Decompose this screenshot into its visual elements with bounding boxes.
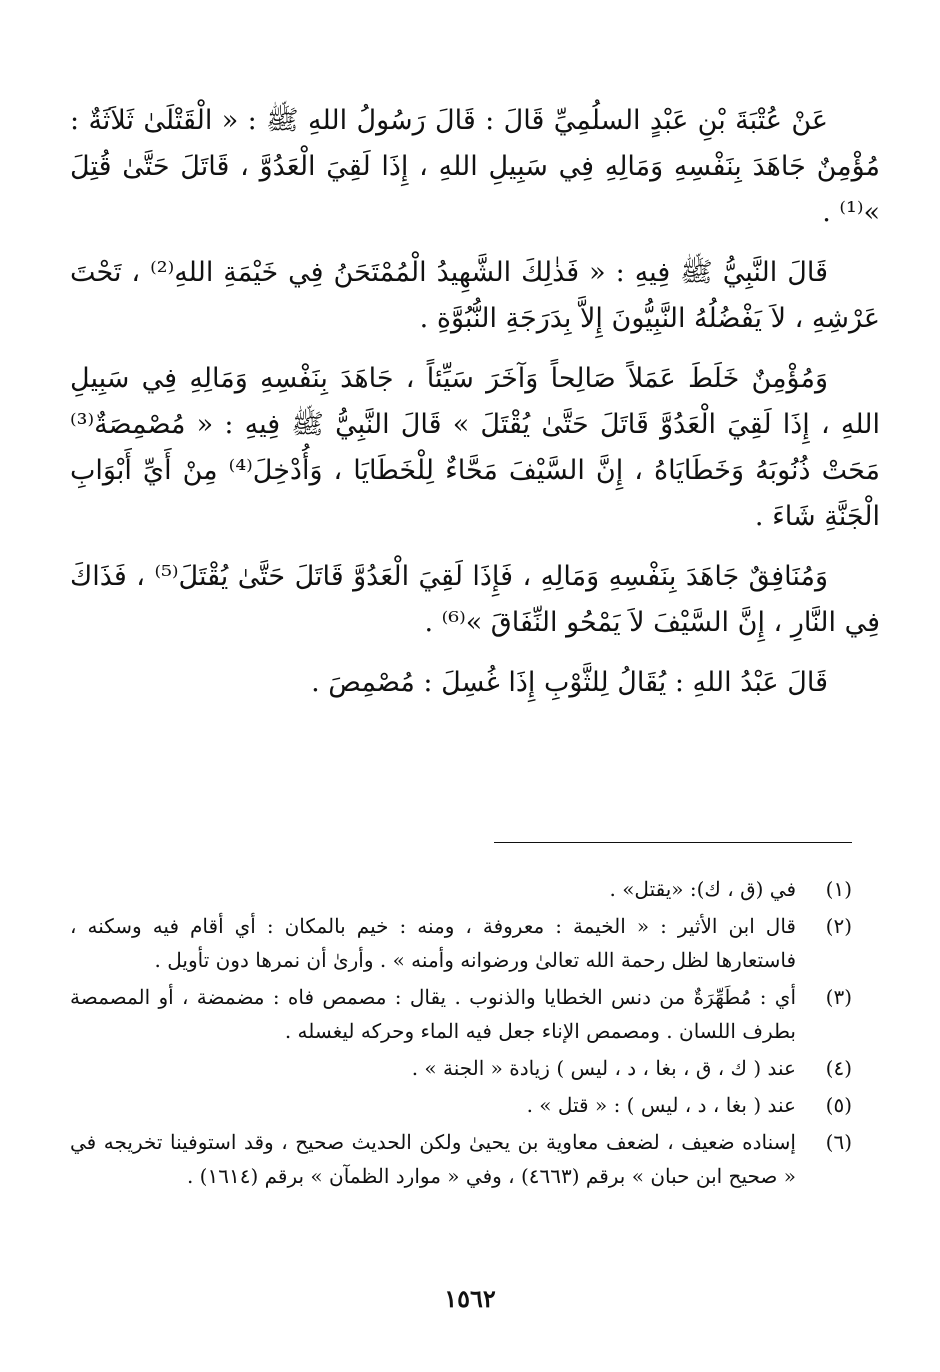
footnote-number: (٦) xyxy=(825,1130,852,1154)
hadith-paragraph-5: قَالَ عَبْدُ اللهِ : يُقَالُ لِلثَّوْبِ إِذَا غُسِلَ : مُصْمِصَ . xyxy=(311,667,828,698)
hadith-paragraph-2: قَالَ النَّبِيُّ ﷺ فِيهِ : « فَذٰلِكَ الشَّهِيدُ الْمُمْتَحَنُ فِي خَيْمَةِ اللهِ⁽²⁾ ، تَحْتَ عَرْشِهِ ، لاَ يَفْضُلُهُ النَّبِيُّونَ إِلاَّ بِدَرَجَةِ النُّبُوَّةِ . xyxy=(70,257,880,334)
hadith-paragraph-4: وَمُنَافِقٌ جَاهَدَ بِنَفْسِهِ وَمَالِهِ ، فَإِذَا لَقِيَ الْعَدُوَّ قَاتَلَ حَتَّىٰ يُقْتَلَ⁽⁵⁾ ، فَذَاكَ فِي النَّارِ ، إِنَّ السَّيْفَ لاَ يَمْحُو النِّفَاقَ »⁽⁶⁾ . xyxy=(70,561,880,638)
footnote-text: إسناده ضعيف ، لضعف معاوية بن يحيىٰ ولكن الحديث صحيح ، وقد استوفينا تخريجه في « صحيح ابن حبان » برقم (٤٦٦٣) ، وفي « موارد الظمآن » برقم (١٦١٤) . xyxy=(70,1130,796,1188)
footnote-separator xyxy=(494,842,852,843)
hadith-paragraph-1: عَنْ عُتْبَةَ بْنِ عَبْدٍ السلُمِيِّ قَالَ : قَالَ رَسُولُ اللهِ ﷺ : « الْقَتْلَىٰ ثَلاَثَةٌ : مُؤْمِنٌ جَاهَدَ بِنَفْسِهِ وَمَالِهِ فِي سَبِيلِ اللهِ ، إِذَا لَقِيَ الْعَدُوَّ ، قَاتَلَ حَتَّىٰ قُتِلَ »⁽¹⁾ . xyxy=(70,105,880,228)
footnote xyxy=(70,1088,852,1122)
footnote xyxy=(70,1051,852,1085)
footnote-text: في (ق ، ك): «يقتل» . xyxy=(609,877,796,901)
footnotes xyxy=(70,872,852,1196)
main-text xyxy=(70,98,880,720)
footnote xyxy=(70,980,852,1048)
footnote-number: (٢) xyxy=(825,914,852,938)
page-number: ١٥٦٢ xyxy=(444,1284,496,1313)
footnote-number: (٣) xyxy=(825,985,852,1009)
footnote-text: عند ( ك ، ق ، بغا ، د ، ليس ) زيادة « الجنة » . xyxy=(411,1056,796,1080)
footnote-number: (٥) xyxy=(825,1093,852,1117)
footnote xyxy=(70,1125,852,1193)
footnote-number: (٤) xyxy=(825,1056,852,1080)
footnote-text: أي : مُطَهِّرَةٌ من دنس الخطايا والذنوب . يقال : مصمص فاه : مضمضة ، أو المصمصة بطرف اللسان . ومصمص الإناء جعل فيه الماء وحركه ليغسله . xyxy=(70,985,796,1043)
footnote-text: عند ( بغا ، د ، ليس ) : « قتل » . xyxy=(526,1093,796,1117)
hadith-paragraph-3: وَمُؤْمِنٌ خَلَطَ عَمَلاً صَالِحاً وَآخَرَ سَيِّئاً ، جَاهَدَ بِنَفْسِهِ وَمَالِهِ فِي سَبِيلِ اللهِ ، إِذَا لَقِيَ الْعَدُوَّ قَاتَلَ حَتَّىٰ يُقْتَلَ » قَالَ النَّبِيُّ ﷺ فِيهِ : « مُصْمِصَةٌ⁽³⁾ مَحَتْ ذُنُوبَهُ وَخَطَايَاهُ ، إِنَّ السَّيْفَ مَحَّاءٌ لِلْخَطَايَا ، وَأُدْخِلَ⁽⁴⁾ مِنْ أَيِّ أَبْوَابِ الْجَنَّةِ شَاءَ . xyxy=(70,363,881,532)
footnote xyxy=(70,872,852,906)
footnote xyxy=(70,909,852,977)
footnote-number: (١) xyxy=(825,877,852,901)
footnote-text: قال ابن الأثير : « الخيمة : معروفة ، ومنه : خيم بالمكان : أي أقام فيه وسكنه ، فاستعارها لظل رحمة الله تعالىٰ ورضوانه وأمنه » . وأرىٰ أن نمرها دون تأويل . xyxy=(70,914,796,972)
